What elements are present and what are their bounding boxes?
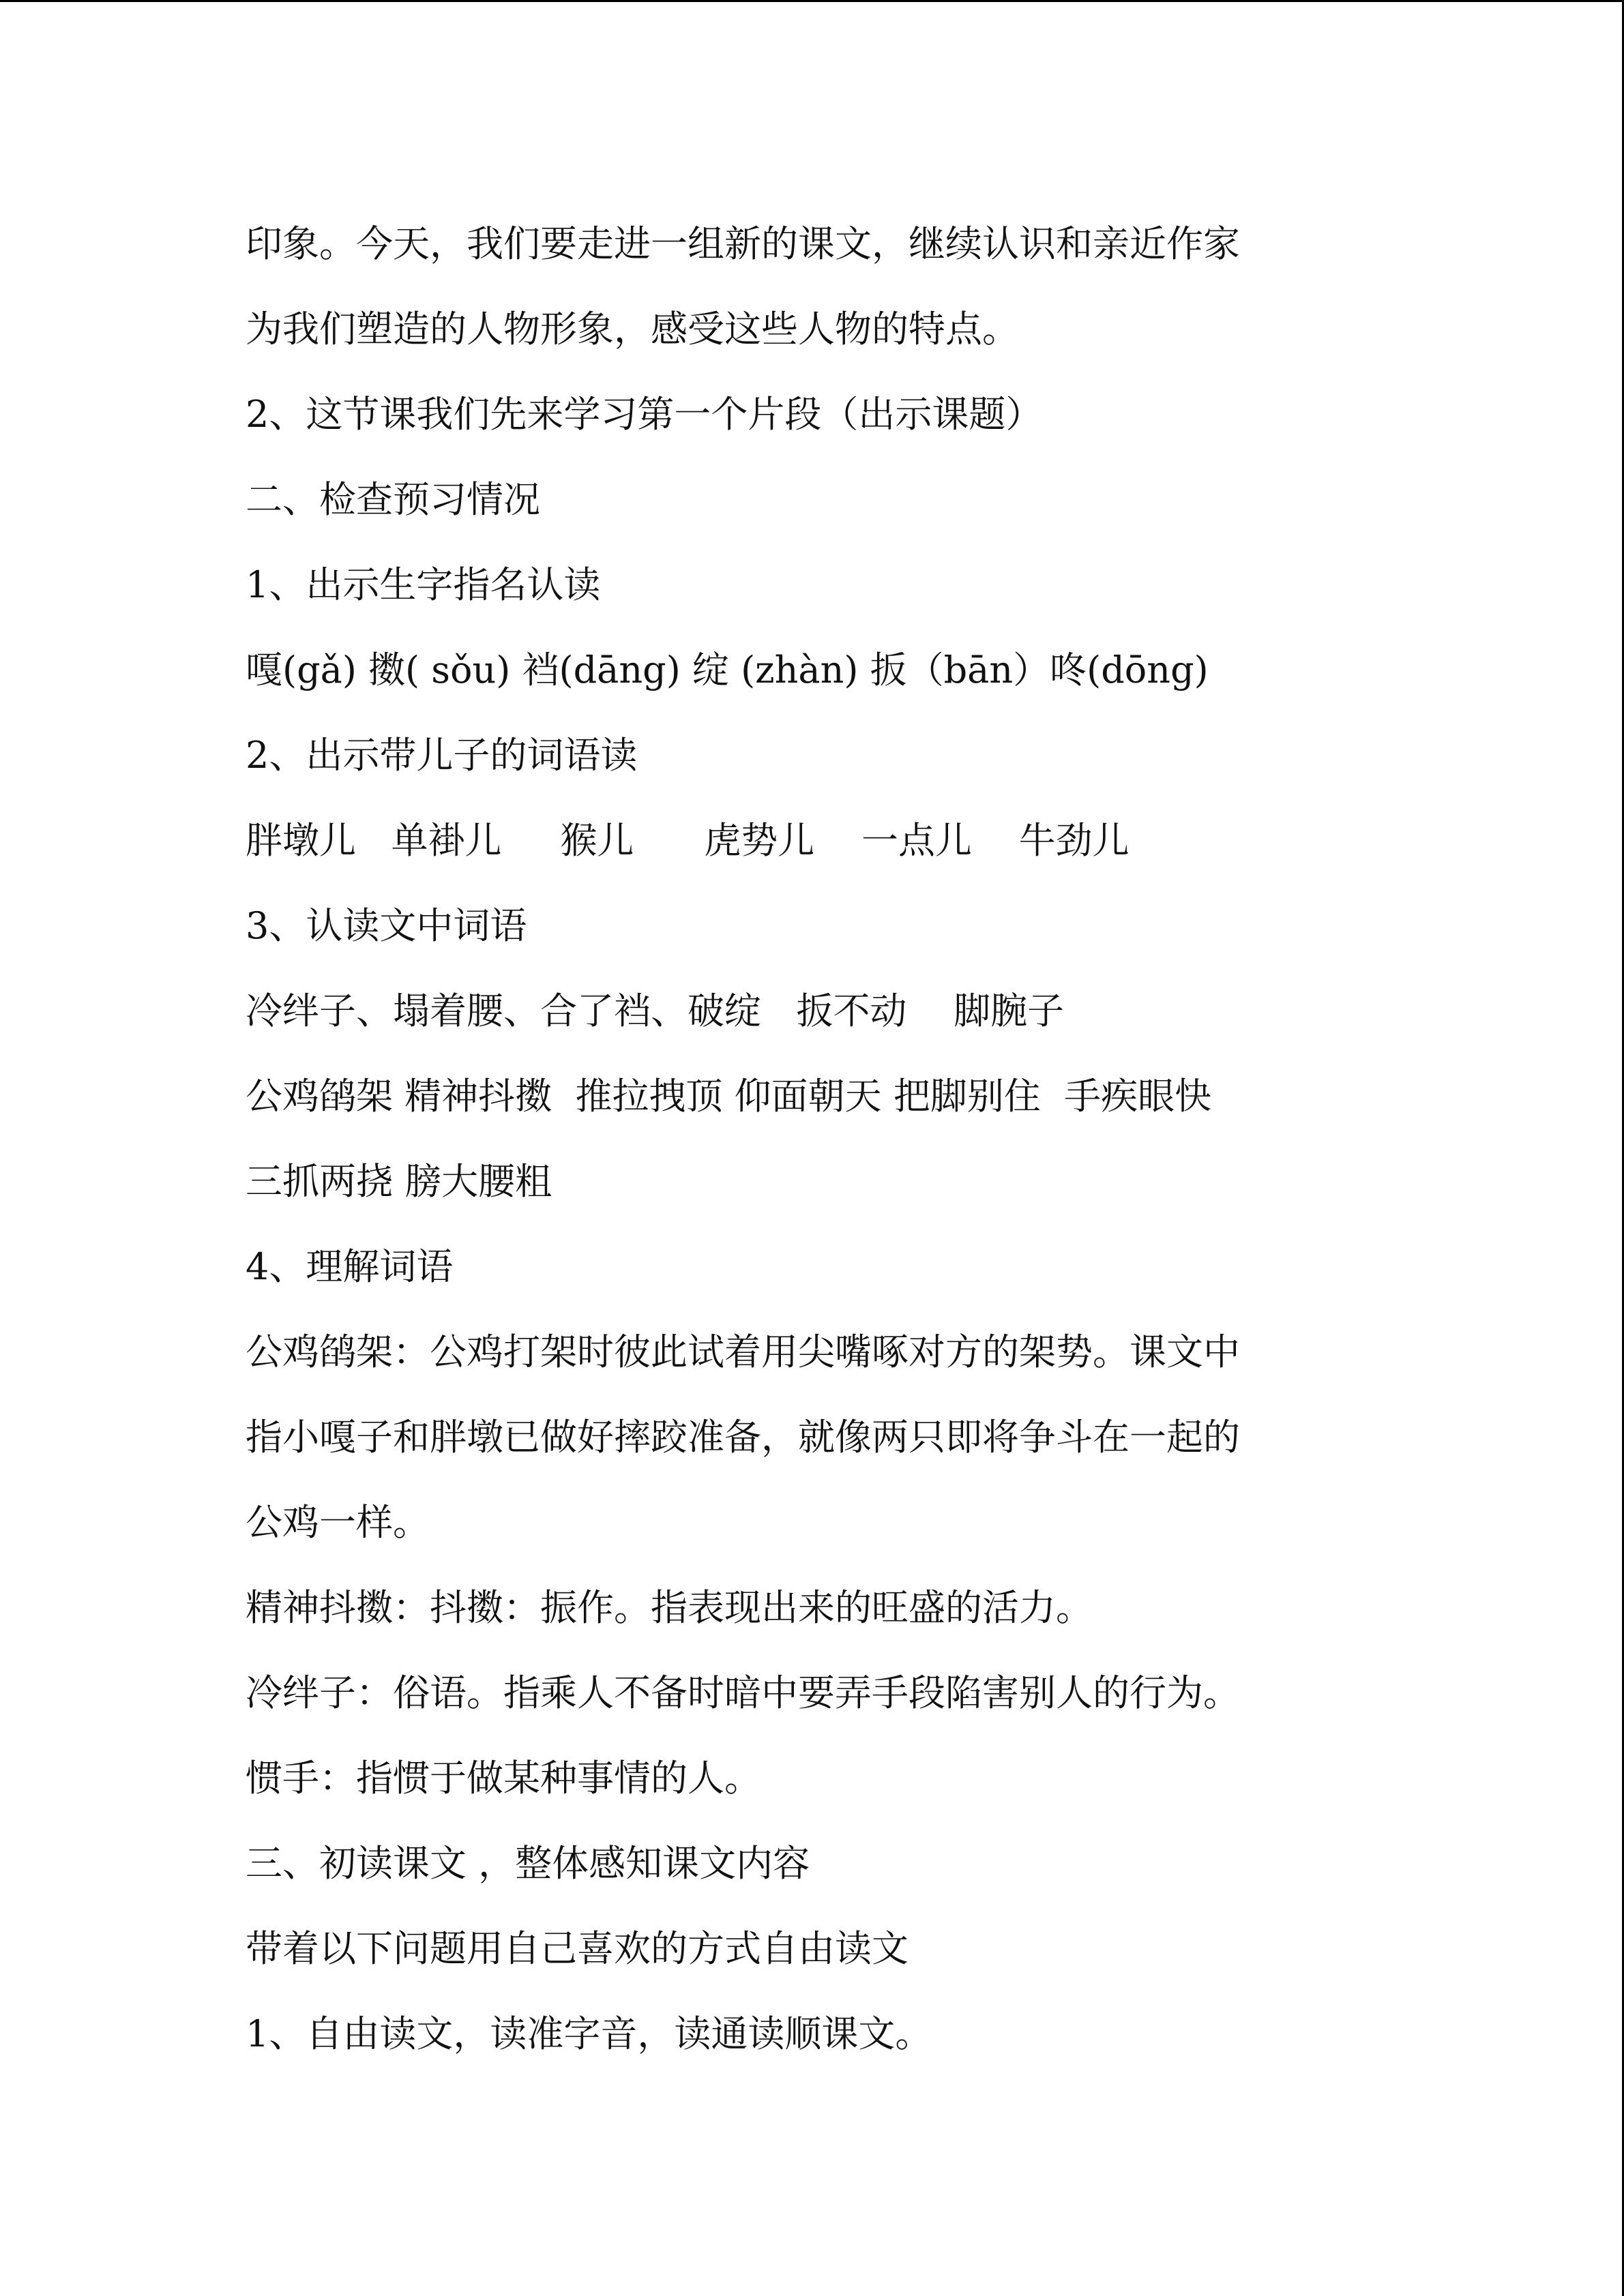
item-new-characters: 1、出示生字指名认读 bbox=[246, 563, 601, 606]
section-heading-first-reading: 三、初读课文 ，整体感知课文内容 bbox=[246, 1842, 810, 1885]
vocabulary-line-1: 冷绊子、塌着腰、合了裆、破绽 扳不动 脚腕子 bbox=[246, 989, 1065, 1032]
definition-line-1: 公鸡鹐架：公鸡打架时彼此试着用尖嘴啄对方的架势。课文中 bbox=[246, 1330, 1240, 1373]
document-body bbox=[246, 201, 1473, 2076]
definition-line-2: 指小嘎子和胖墩已做好摔跤准备，就像两只即将争斗在一起的 bbox=[246, 1416, 1240, 1459]
vocabulary-line-2: 公鸡鹐架 精神抖擞 推拉拽顶 仰面朝天 把脚别住 手疾眼快 bbox=[246, 1075, 1212, 1118]
er-words-line: 胖墩儿 单褂儿 猴儿 虎势儿 一点儿 牛劲儿 bbox=[246, 819, 1130, 862]
paragraph-line-1: 印象。今天，我们要走进一组新的课文，继续认识和亲近作家 bbox=[246, 222, 1240, 265]
paragraph-line-2: 为我们塑造的人物形象，感受这些人物的特点。 bbox=[246, 308, 1019, 351]
section-heading-preview-check: 二、检查预习情况 bbox=[246, 478, 540, 521]
instruction-line: 带着以下问题用自己喜欢的方式自由读文 bbox=[246, 1927, 909, 1970]
definition-line-6: 惯手：指惯于做某种事情的人。 bbox=[246, 1757, 761, 1800]
item-er-words: 2、出示带儿子的词语读 bbox=[246, 734, 638, 777]
section-line-lesson-title: 2、这节课我们先来学习第一个片段（出示课题） bbox=[246, 393, 1043, 436]
item-free-reading: 1、自由读文，读准字音，读通读顺课文。 bbox=[246, 2012, 932, 2055]
characters-pinyin-line: 嘎(gǎ) 擞( sǒu) 裆(dāng) 绽 (zhàn) 扳（bān）咚(dōng) bbox=[246, 648, 1209, 691]
definition-line-4: 精神抖擞：抖擞：振作。指表现出来的旺盛的活力。 bbox=[246, 1586, 1093, 1629]
definition-line-5: 冷绊子：俗语。指乘人不备时暗中要弄手段陷害别人的行为。 bbox=[246, 1671, 1240, 1714]
item-read-words: 3、认读文中词语 bbox=[246, 904, 527, 947]
vocabulary-line-3: 三抓两挠 膀大腰粗 bbox=[246, 1160, 552, 1203]
item-understand-words: 4、理解词语 bbox=[246, 1245, 454, 1288]
definition-line-3: 公鸡一样。 bbox=[246, 1501, 430, 1544]
